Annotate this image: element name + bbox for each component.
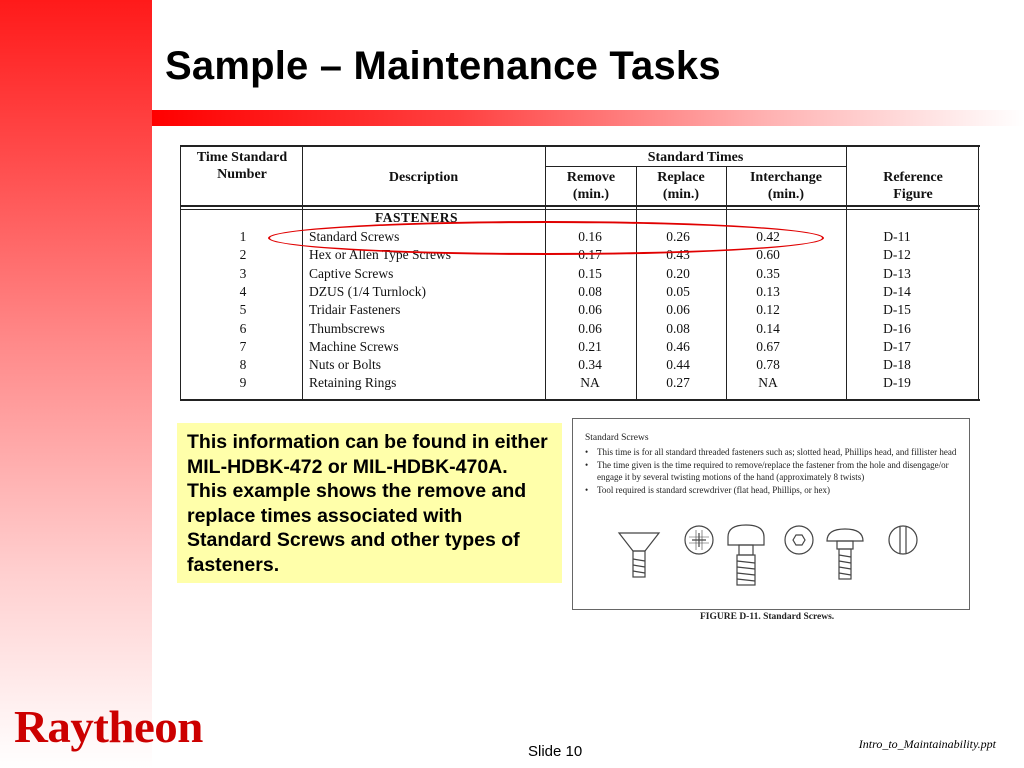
header-reference: Reference Figure (883, 170, 943, 202)
table-cell-num: 3 (239, 265, 247, 281)
col-divider-5 (846, 145, 847, 401)
table-cell-num: 6 (239, 320, 247, 336)
table-cell-ref: D-13 (883, 265, 911, 281)
table-cell-remove: 0.16 (578, 229, 602, 244)
header-number: Time Standard Number (196, 150, 288, 182)
figure-bullet: • The time given is the time required to remove/replace the fastener from the hole and disengage/or engage it by several twisting motions of the hand (approximately 8 twists) (585, 459, 949, 482)
table-cell-ref: D-16 (883, 320, 911, 336)
raytheon-logo: Raytheon (14, 701, 203, 752)
table-cell-replace: 0.44 (666, 357, 690, 373)
table-cell-num: 9 (239, 375, 247, 391)
figure-heading: Standard Screws (585, 433, 649, 443)
header-replace: Replace (min.) (657, 170, 705, 202)
highlight-ellipse (268, 221, 824, 255)
info-callout (177, 423, 562, 583)
col-divider-3 (636, 166, 637, 401)
header-standard-times: Standard Times (647, 150, 744, 165)
slide-number: Slide 10 (528, 743, 583, 760)
section-fasteners: FASTENERS (375, 210, 459, 225)
group-rule (545, 166, 846, 167)
table-cell-interchange: 0.67 (756, 338, 780, 354)
phillips-pan-screw-icon (728, 525, 764, 585)
table-cell-num: 8 (239, 357, 247, 373)
table-cell-desc: Captive Screws (309, 265, 394, 281)
flat-head-screw-icon (619, 533, 659, 577)
table-cell-ref: D-18 (883, 357, 911, 373)
table-cell-desc: Nuts or Bolts (309, 357, 382, 373)
header-description: Description (388, 170, 459, 185)
table-cell-replace: 0.27 (666, 375, 690, 391)
table-cell-ref: D-11 (883, 229, 911, 244)
table-bottom-rule (180, 399, 980, 401)
table-cell-desc: Standard Screws (309, 229, 400, 244)
table-cell-ref: D-12 (883, 247, 911, 263)
table-cell-interchange: 0.13 (756, 283, 780, 299)
table-cell-remove: NA (580, 375, 600, 391)
table-cell-remove: 0.21 (578, 338, 602, 354)
col-divider-0 (180, 145, 181, 401)
table-cell-interchange: 0.60 (756, 247, 780, 263)
table-cell-replace: 0.08 (666, 320, 690, 336)
title-underline (152, 110, 1024, 126)
figure-caption: FIGURE D-11. Standard Screws. (700, 612, 835, 622)
table-cell-interchange: NA (758, 375, 778, 391)
fillister-head-screw-icon (827, 529, 863, 579)
table-cell-replace: 0.46 (666, 338, 690, 354)
table-cell-replace: 0.05 (666, 283, 690, 299)
slide-title: Sample – Maintenance Tasks (165, 44, 721, 88)
figure-d11 (572, 418, 970, 610)
hex-socket-top-icon (785, 526, 813, 554)
col-divider-2 (545, 145, 546, 401)
table-cell-replace: 0.20 (666, 265, 690, 281)
table-cell-interchange: 0.42 (756, 229, 780, 244)
table-cell-interchange: 0.78 (756, 357, 780, 373)
header-interchange: Interchange (min.) (749, 170, 823, 202)
table-cell-num: 4 (239, 283, 247, 299)
table-cell-replace: 0.43 (666, 247, 690, 263)
callout-text: This information can be found in either MIL-HDBK-472 or MIL-HDBK-470A. This example shows the remove and replace times associated with Standard Screws and other types of fasteners. (187, 431, 548, 576)
phillips-head-top-icon (685, 526, 713, 554)
table-cell-remove: 0.34 (578, 357, 602, 373)
table-cell-replace: 0.26 (666, 229, 690, 244)
table-cell-desc: Thumbscrews (309, 320, 385, 336)
screw-drawings (573, 515, 969, 609)
table-cell-interchange: 0.14 (756, 320, 780, 336)
table-cell-replace: 0.06 (666, 302, 690, 318)
figure-bullet: • This time is for all standard threaded fasteners such as; slotted head, Phillips head, and fillister head (585, 447, 957, 457)
table-cell-remove: 0.06 (578, 302, 602, 318)
table-cell-remove: 0.08 (578, 283, 602, 299)
table-cell-ref: D-14 (883, 283, 911, 299)
maintenance-times-table (180, 143, 980, 401)
slotted-head-top-icon (889, 526, 917, 554)
col-divider-6 (978, 145, 979, 401)
figure-bullets (585, 446, 957, 496)
col-divider-4 (726, 166, 727, 401)
header-bottom-rule (180, 205, 980, 207)
table-top-rule (180, 145, 980, 147)
table-cell-remove: 0.06 (578, 320, 602, 336)
header-bottom-rule-2 (180, 209, 980, 210)
table-cell-num: 1 (239, 229, 247, 244)
table-cell-remove: 0.17 (578, 247, 602, 263)
table-cell-ref: D-17 (883, 338, 911, 354)
table-cell-desc: DZUS (1/4 Turnlock) (309, 283, 427, 299)
left-gradient-band (0, 0, 152, 768)
file-name: Intro_to_Maintainability.ppt (858, 737, 996, 751)
table-cell-desc: Hex or Allen Type Screws (309, 247, 452, 263)
table-cell-num: 2 (239, 247, 247, 263)
table-cell-num: 5 (239, 302, 247, 318)
table-cell-remove: 0.15 (578, 265, 602, 281)
figure-bullet: • Tool required is standard screwdriver (flat head, Phillips, or hex) (585, 484, 831, 495)
table-cell-num: 7 (239, 338, 247, 354)
table-cell-desc: Machine Screws (309, 338, 399, 354)
table-cell-desc: Retaining Rings (309, 375, 397, 391)
table-cell-desc: Tridair Fasteners (309, 302, 401, 318)
header-remove: Remove (min.) (566, 170, 616, 202)
table-cell-ref: D-19 (883, 375, 911, 391)
table-cell-ref: D-15 (883, 302, 911, 318)
table-cell-interchange: 0.12 (756, 302, 780, 318)
table-cell-interchange: 0.35 (756, 265, 780, 281)
